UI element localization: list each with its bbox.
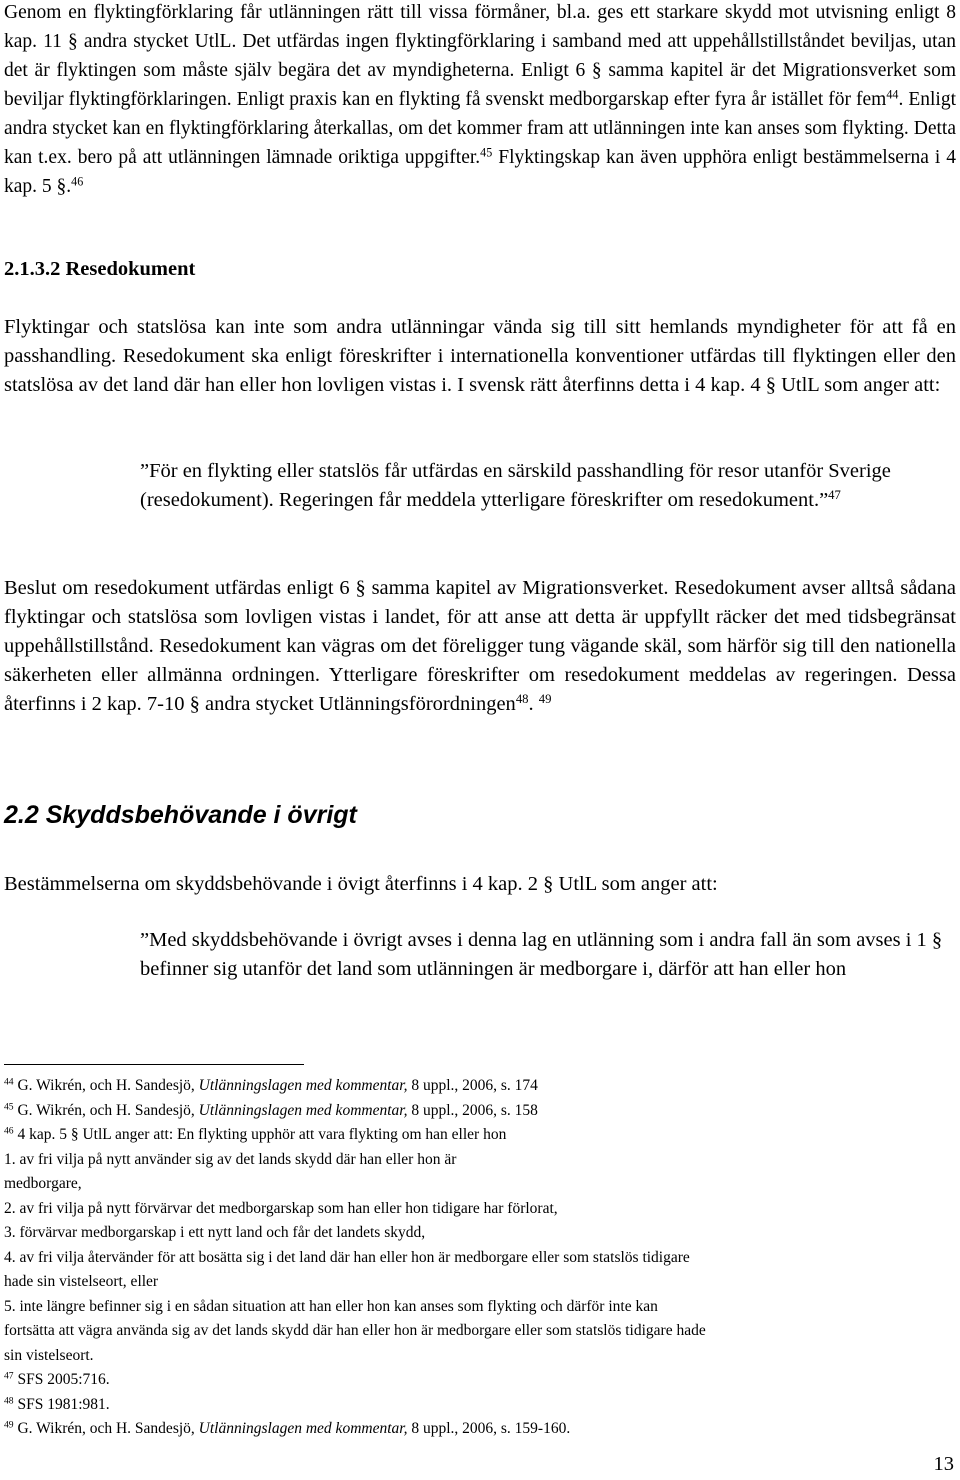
footnote-text: 8 uppl., 2006, s. 158: [407, 1101, 538, 1119]
footnote-text: 4 kap. 5 § UtlL anger att: En flykting upphör att vara flykting om han eller hon: [13, 1126, 507, 1143]
footnote-ref-47[interactable]: 47: [828, 488, 841, 503]
intro-sentence-2: Enligt 6 § samma kapitel är det Migrationsverket som beviljar flyktingförklaringen. Enligt praxis kan en flykting få svenskt medborgarskap efter fyra år istället för fem: [4, 60, 956, 110]
footnote-ref-46[interactable]: 46: [71, 174, 84, 189]
footnote-text: SFS 2005:716.: [13, 1371, 110, 1388]
footnote-ref-44[interactable]: 44: [886, 87, 899, 102]
footnote-text: G. Wikrén, och H. Sandesjö,: [13, 1077, 199, 1094]
footnote-46-item: 2. av fri vilja på nytt förvärvar det medborgarskap som han eller hon tidigare har förlorat,: [4, 1199, 558, 1217]
footnote-46: [4, 1123, 956, 1148]
footnote-45: [4, 1099, 956, 1124]
skyddsbehovande-paragraph: Bestämmelserna om skyddsbehövande i övigt återfinns i 4 kap. 2 § UtlL som anger att:: [4, 873, 718, 895]
footnote-text: SFS 1981:981.: [13, 1395, 110, 1413]
footnote-44: [4, 1074, 956, 1099]
block-quote-skyddsbehovande: ”Med skyddsbehövande i övrigt avses i denna lag en utlänning som i andra fall än som avses i 1 § befinner sig utanför det land som utlänningen är medborgare i, därför att han eller hon: [140, 929, 943, 980]
footnote-47: [4, 1368, 956, 1393]
footnote-ref-48[interactable]: 48: [515, 692, 529, 707]
block-quote-text: ”För en flykting eller statslös får utfärdas en särskild passhandling för resor utanför Sverige (resedokument). Regeringen får meddela ytterligare föreskrifter om resedokument.”: [140, 460, 891, 511]
footnote-book-title: Utlänningslagen med kommentar,: [198, 1101, 408, 1119]
footnote-number: 47: [4, 1370, 14, 1382]
footnote-ref-49[interactable]: 49: [538, 692, 552, 707]
footnote-number: 48: [4, 1395, 14, 1407]
footnote-49: [4, 1417, 956, 1442]
footnote-number: 49: [4, 1419, 14, 1431]
footnotes: [4, 1074, 956, 1442]
footnote-48: [4, 1393, 956, 1418]
block-quote-resedokument: [140, 457, 956, 515]
page-number: 13: [933, 1453, 954, 1475]
beslut-paragraph: [4, 574, 956, 719]
resedokument-paragraph: Flyktingar och statslösa kan inte som andra utlänningar vända sig till sitt hemlands myndigheter för att få en passhandling. Resedokument ska enligt föreskrifter i internationella konventioner utfärdas till flyktingen eller den statslösa av det land där han eller hon lovligen vistas i. I svensk rätt återfinns detta i 4 kap. 4 § UtlL som anger att:: [4, 316, 956, 396]
footnote-separator: [4, 1064, 304, 1065]
intro-sentence-3: . Enligt andra stycket kan en flyktingförklaring återkallas, om det kommer fram att utlänningen inte kan anses som flykting. Detta kan t.ex. bero på att utlänningen lämnade oriktiga uppgifter.: [4, 89, 957, 168]
footnote-text: G. Wikrén, och H. Sandesjö,: [13, 1101, 199, 1119]
beslut-separator: .: [528, 693, 539, 715]
footnote-book-title: Utlänningslagen med kommentar,: [198, 1077, 408, 1094]
footnote-ref-45[interactable]: 45: [480, 145, 493, 160]
footnote-text: G. Wikrén, och H. Sandesjö,: [13, 1420, 199, 1437]
footnote-46-item: medborgare,: [4, 1175, 82, 1192]
footnote-number: 46: [4, 1125, 14, 1137]
footnote-book-title: Utlänningslagen med kommentar,: [198, 1420, 408, 1437]
footnote-46-item: 5. inte längre befinner sig i en sådan situation att han eller hon kan anses som flykting och därför inte kan: [4, 1297, 658, 1315]
subsection-heading: 2.1.3.2 Resedokument: [4, 258, 196, 280]
intro-paragraph: [4, 0, 956, 201]
footnote-46-item: 1. av fri vilja på nytt använder sig av det lands skydd där han eller hon är: [4, 1150, 457, 1168]
intro-sentence-4: Flyktingskap kan även upphöra enligt bestämmelserna i 4 kap. 5 §.: [4, 147, 956, 197]
footnote-46-item: sin vistelseort.: [4, 1346, 94, 1364]
footnote-46-item: 3. förvärvar medborgarskap i ett nytt land och får det landets skydd,: [4, 1224, 426, 1241]
footnote-46-item: 4. av fri vilja återvänder för att bosätta sig i det land där han eller hon är medborgare eller som statslös tidigare: [4, 1248, 690, 1266]
footnote-text: 8 uppl., 2006, s. 174: [407, 1077, 538, 1094]
footnote-text: 8 uppl., 2006, s. 159-160.: [407, 1420, 571, 1437]
footnote-46-item: hade sin vistelseort, eller: [4, 1273, 159, 1290]
footnote-46-item: fortsätta att vägra använda sig av det lands skydd där han eller hon är medborgare eller som statslös tidigare hade: [4, 1322, 706, 1339]
footnote-number: 44: [4, 1076, 14, 1088]
intro-sentence-1: Genom en flyktingförklaring får utlänningen rätt till vissa förmåner, bl.a. ges ett starkare skydd mot utvisning enligt 8 kap. 11 § andra stycket UtlL. Det utfärdas ingen flyktingförklaring i samband med att uppehållstillståndet beviljas, utan det är flyktingen som måste själv begära det av myndigheterna.: [4, 2, 956, 81]
section-heading: 2.2 Skyddsbehövande i övrigt: [4, 801, 357, 829]
beslut-text: Beslut om resedokument utfärdas enligt 6 § samma kapitel av Migrationsverket. Resedokument avser alltså sådana flyktingar och statslösa som lovligen vistas i landet, för att anse att detta är uppfyllt räcker det med tidsbegränsat uppehållstillstånd. Resedokument kan vägras om det föreligger tung vägande skäl, som härför sig till den nationella säkerheten eller allmänna ordningen. Ytterligare föreskrifter om resedokument meddelas av regeringen. Dessa återfinns i 2 kap. 7-10 § andra stycket Utlänningsförordningen: [4, 577, 956, 715]
footnote-number: 45: [4, 1101, 14, 1113]
